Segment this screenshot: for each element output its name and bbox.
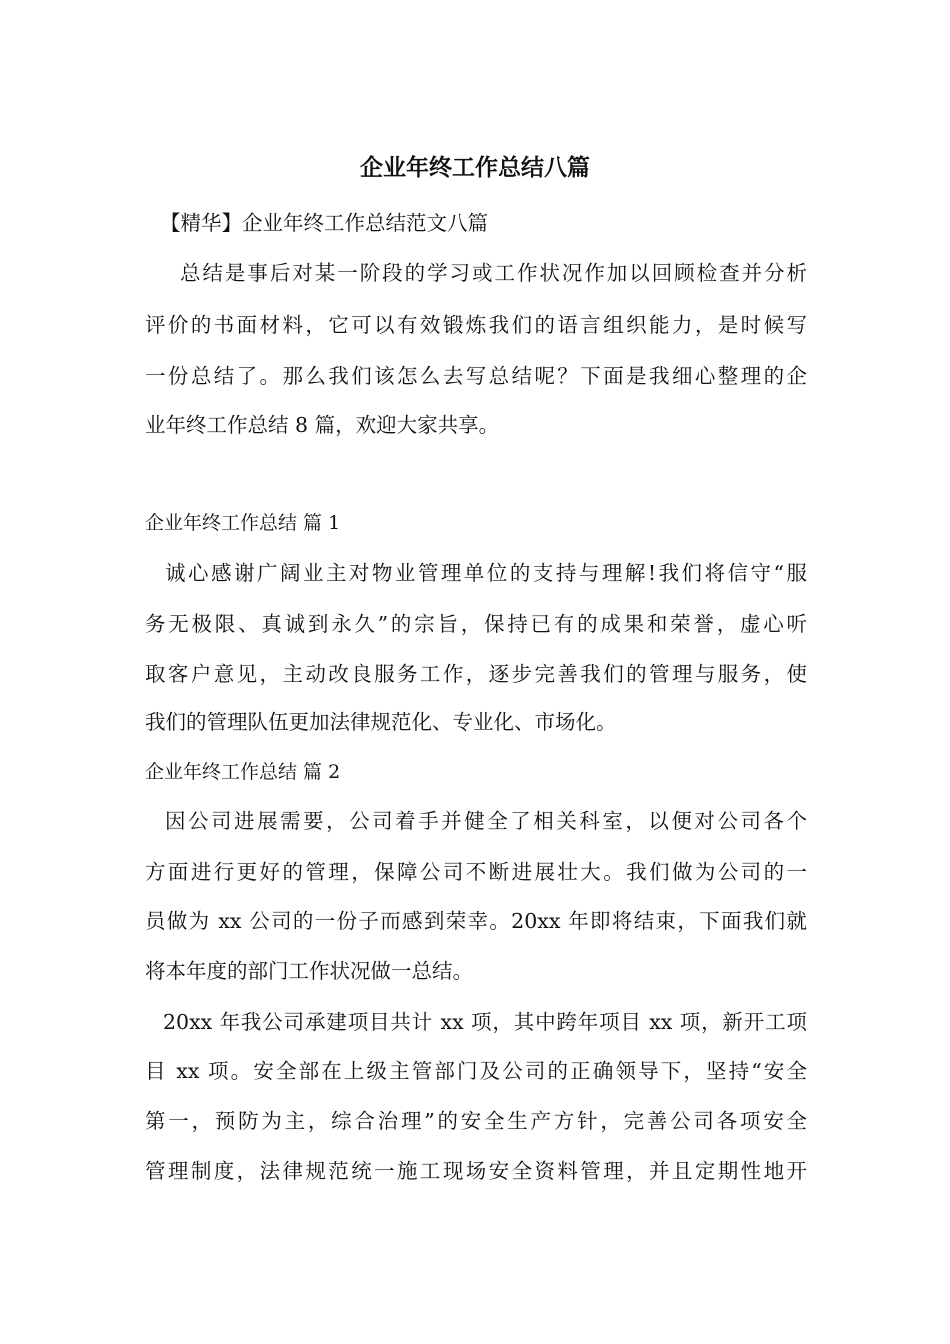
document-subtitle: 【精华】企业年终工作总结范文八篇: [160, 211, 488, 235]
intro-line: 业年终工作总结 8 篇，欢迎大家共享。: [145, 413, 500, 437]
intro-line: 一份总结了。那么我们该怎么去写总结呢？下面是我细心整理的企: [145, 364, 807, 388]
section-2-line: 目 xx 项。安全部在上级主管部门及公司的正确领导下，坚持“安全: [145, 1059, 807, 1083]
section-2-line: 员做为 xx 公司的一份子而感到荣幸。20xx 年即将结束，下面我们就: [145, 909, 807, 933]
section-heading-2: 企业年终工作总结 篇 2: [145, 761, 341, 783]
section-2-line: 将本年度的部门工作状况做一总结。: [145, 959, 473, 983]
section-1-line: 诚心感谢广阔业主对物业管理单位的支持与理解!我们将信守“服: [165, 561, 807, 585]
section-heading-1: 企业年终工作总结 篇 1: [145, 512, 341, 534]
intro-line: 评价的书面材料，它可以有效锻炼我们的语言组织能力，是时候写: [145, 313, 807, 337]
document-title: 企业年终工作总结八篇: [360, 155, 590, 181]
section-1-line: 务无极限、真诚到永久”的宗旨，保持已有的成果和荣誉，虚心听: [145, 612, 807, 636]
section-2-line: 因公司进展需要，公司着手并健全了相关科室，以便对公司各个: [165, 809, 807, 833]
section-2-line: 第一，预防为主，综合治理”的安全生产方针，完善公司各项安全: [145, 1109, 807, 1133]
section-1-line: 我们的管理队伍更加法律规范化、专业化、市场化。: [145, 710, 617, 734]
section-2-line: 方面进行更好的管理，保障公司不断进展壮大。我们做为公司的一: [145, 860, 807, 884]
section-2-line: 20xx 年我公司承建项目共计 xx 项，其中跨年项目 xx 项，新开工项: [163, 1010, 807, 1034]
section-1-line: 取客户意见，主动改良服务工作，逐步完善我们的管理与服务，使: [145, 662, 807, 686]
intro-line: 总结是事后对某一阶段的学习或工作状况作加以回顾检查并分析: [180, 261, 807, 285]
section-2-line: 管理制度，法律规范统一施工现场安全资料管理，并且定期性地开: [145, 1159, 807, 1183]
